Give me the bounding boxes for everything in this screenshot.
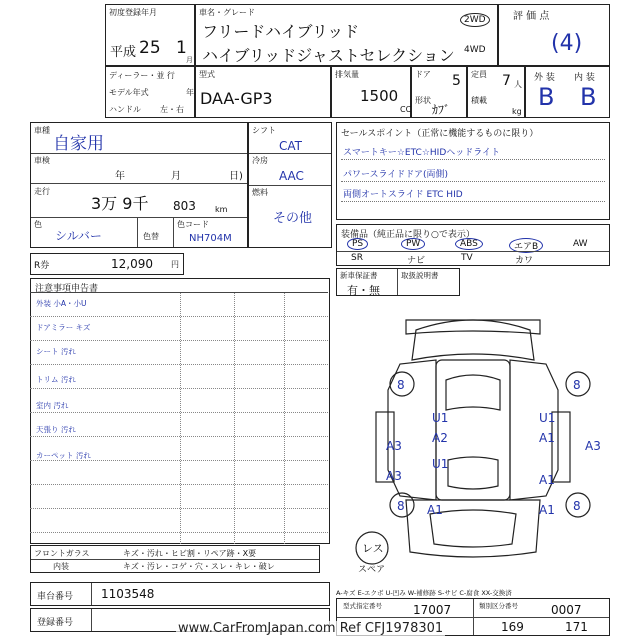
- mark-wheel-fr: 8: [573, 378, 581, 392]
- reg-month: 1: [176, 38, 187, 58]
- car-body: [436, 360, 510, 500]
- inspection-label: 車検: [34, 156, 50, 165]
- drive-4wd: 4WD: [464, 45, 486, 55]
- model-line1: フリードハイブリッド: [202, 22, 360, 41]
- month-unit: 月: [186, 56, 193, 64]
- equip-airbag: エアB: [509, 238, 543, 253]
- windshield-items: キズ・汚れ・ヒビ割・リペア跡・X要: [123, 549, 257, 558]
- equip-sr: SR: [351, 253, 363, 263]
- mark-wheel-rl: 8: [397, 499, 405, 513]
- first-reg-label: 初度登録年月: [109, 8, 157, 17]
- km-unit: km: [215, 205, 228, 214]
- header-first-reg: [105, 4, 195, 66]
- interior-label: 内 装: [574, 73, 595, 83]
- warranty-label: 新車保証書: [340, 271, 378, 280]
- grade-box: [525, 66, 610, 118]
- spare-label: スペア: [358, 565, 386, 575]
- type-code-label: 型式指定番号: [343, 602, 382, 610]
- header-doors: [411, 66, 467, 118]
- vehicle-info: [30, 122, 248, 248]
- warranty-value: 有・無: [347, 284, 380, 297]
- header-type: [195, 66, 331, 118]
- interior-grade: B: [580, 83, 597, 111]
- equip-navi: ナビ: [407, 256, 426, 266]
- ac-value: AAC: [279, 169, 304, 183]
- sales-line1: スマートキー☆ETC☆HIDヘッドライト: [343, 148, 500, 158]
- model-year-unit: 年: [186, 88, 194, 97]
- era-text: 平成: [110, 45, 137, 60]
- shape-value: ｶﾌﾞ: [432, 103, 451, 117]
- mark-right-rear-door: A1: [539, 473, 555, 487]
- mileage-sub: 803: [173, 199, 196, 213]
- equip-aw: AW: [573, 239, 588, 249]
- capacity-label: 定員: [471, 70, 487, 79]
- mark-left-rear-panel: A3: [386, 469, 402, 483]
- mark-right-mid: A1: [539, 431, 555, 445]
- sales-points: [336, 122, 610, 220]
- shift-value: CAT: [279, 139, 302, 153]
- handle-label: ハンドル: [109, 105, 141, 114]
- sales-line2: パワースライドドア(両側): [343, 170, 449, 180]
- notes-row-4: トリム 汚れ: [36, 375, 76, 384]
- sales-line3: 両側オートスライド ETC HID: [343, 190, 463, 200]
- chassis-label: 車台番号: [37, 592, 74, 602]
- capacity-unit: 人: [514, 80, 522, 89]
- color-change-label: 色替: [143, 232, 159, 241]
- num-1: 169: [501, 620, 524, 634]
- header-displacement: [331, 66, 411, 118]
- chassis-row: [30, 582, 330, 606]
- equipment-title: 装備品（純正品に限り○で表示）: [341, 230, 475, 240]
- watermark: www.CarFromJapan.com Ref CFJ1978301: [178, 621, 444, 636]
- type-value: DAA-GP3: [200, 89, 273, 108]
- exterior-label: 外 装: [534, 73, 555, 83]
- legend: A-キズ E-エクボ U-凹み W-補修跡 S-サビ C-腐食 XX-交換済: [336, 589, 512, 597]
- shift-info: [248, 122, 332, 248]
- car-diagram: [336, 300, 610, 580]
- ac-label: 冷房: [252, 156, 268, 165]
- class-code-label: 類別区分番号: [479, 602, 518, 610]
- fuel-label: 燃料: [252, 188, 268, 197]
- exterior-grade: B: [538, 83, 555, 111]
- displacement-label: 排気量: [335, 70, 359, 79]
- mark-left-rear-door: U1: [432, 457, 449, 471]
- shape-label: 形状: [415, 96, 431, 105]
- shift-label: シフト: [252, 126, 276, 135]
- model-label: 車名・グレード: [199, 8, 255, 17]
- mark-wheel-fl: 8: [397, 378, 405, 392]
- equipment-box: [336, 224, 610, 266]
- color-code: NH704M: [189, 233, 232, 244]
- recycle-value: 12,090: [111, 257, 153, 271]
- dealer-label: ディーラー・並 行: [109, 71, 175, 80]
- interior-items: キズ・汚レ・コゲ・穴・スレ・キレ・破レ: [123, 562, 275, 571]
- mileage-value: 3万 9千: [91, 194, 149, 213]
- rating-box: [498, 4, 610, 66]
- header-model: [195, 4, 498, 66]
- car-top-outline: [412, 320, 534, 360]
- inspection-year: 年: [115, 171, 125, 182]
- warranty-box: [336, 268, 460, 296]
- weight-unit: kg: [512, 107, 522, 116]
- color-value: シルバー: [55, 229, 102, 243]
- mark-rear-left: A1: [427, 503, 443, 517]
- equip-pw: PW: [401, 238, 425, 250]
- recycle-label: R券: [34, 261, 50, 271]
- mark-wheel-rr: 8: [573, 499, 581, 513]
- equip-leather: カワ: [515, 256, 534, 266]
- drive-2wd: 2WD: [460, 13, 490, 27]
- mark-right-panel: A3: [585, 439, 601, 453]
- inspection-day: 日): [229, 171, 243, 182]
- mark-right-front-door: U1: [539, 411, 556, 425]
- displacement-value: 1500: [360, 87, 399, 105]
- notes-row-6: 天張り 汚れ: [36, 425, 76, 434]
- mark-left-mid: A2: [432, 431, 448, 445]
- interior-row-label: 内装: [53, 562, 69, 571]
- equip-ps: PS: [347, 238, 368, 250]
- fuel-value: その他: [273, 211, 313, 226]
- manual-label: 取扱説明書: [401, 271, 439, 280]
- recycle-unit: 円: [171, 260, 179, 269]
- notes-row-3: シート 汚れ: [36, 347, 76, 356]
- notes-title: 注意事項申告書: [35, 284, 99, 294]
- num-2: 171: [565, 620, 588, 634]
- notes-row-5: 室内 汚れ: [36, 401, 69, 410]
- handle-lr: 左・右: [160, 105, 184, 114]
- equip-tv: TV: [461, 253, 473, 263]
- windshield-label: フロントガラス: [34, 549, 90, 558]
- model-line2: ハイブリッドジャストセレクション: [202, 46, 455, 65]
- mark-left-panel: A3: [386, 439, 402, 453]
- color-code-label: 色コード: [177, 220, 209, 229]
- spare-mark: レス: [362, 542, 384, 555]
- reg-label: 登録番号: [37, 618, 74, 628]
- reg-year: 25: [139, 38, 161, 58]
- cc-unit: CC: [400, 105, 412, 114]
- notes-row-7: カーペット 汚れ: [36, 451, 91, 460]
- sales-title: セールスポイント（正常に機能するものに限り）: [341, 129, 539, 139]
- mark-left-front-door: U1: [432, 411, 449, 425]
- model-year-label: モデル年式: [109, 88, 149, 97]
- header-capacity: [467, 66, 525, 118]
- rating-value: (4): [551, 31, 583, 56]
- vehicle-type-label: 車種: [34, 126, 50, 135]
- mileage-label: 走行: [34, 187, 50, 196]
- header-row2-left: [105, 66, 195, 118]
- class-code: 0007: [551, 603, 582, 617]
- type-label: 型式: [199, 70, 215, 79]
- windshield-row: [30, 545, 320, 573]
- vehicle-type: 自家用: [53, 134, 104, 154]
- doors-label: ドア: [415, 70, 431, 79]
- notes-row-2: ドアミラー キズ: [36, 323, 91, 332]
- rating-label: 評 価 点: [513, 11, 550, 22]
- recycle-box: [30, 253, 184, 275]
- type-code: 17007: [413, 603, 452, 617]
- capacity-value: 7: [502, 73, 511, 89]
- inspection-month: 月: [171, 171, 181, 182]
- doors-value: 5: [452, 73, 461, 89]
- color-label: 色: [34, 220, 42, 229]
- mark-rear-right: A1: [539, 503, 555, 517]
- chassis-value: 1103548: [101, 587, 155, 601]
- notes-row-1: 外装 小A・小U: [36, 299, 87, 308]
- weight-label: 積載: [471, 96, 487, 105]
- equip-abs: ABS: [455, 238, 483, 250]
